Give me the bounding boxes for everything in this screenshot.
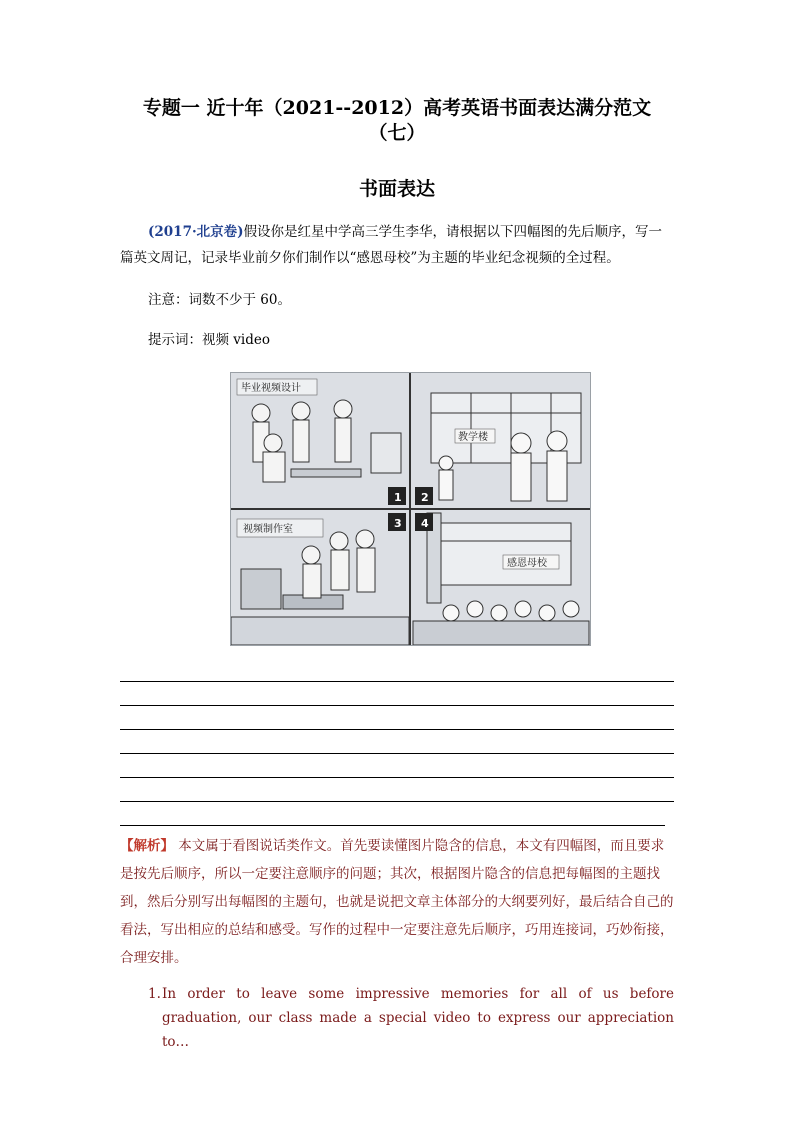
english-point-text: In order to leave some impressive memories for all of us before graduation, our class made a special video to express our appreciation to… xyxy=(162,986,674,1050)
english-point-number: 1. xyxy=(148,986,161,1002)
question-source: (2017·北京卷) xyxy=(148,224,244,240)
answer-line xyxy=(120,729,674,730)
answer-line xyxy=(120,681,674,682)
answer-line xyxy=(120,705,674,706)
illustration-drawing xyxy=(231,373,590,645)
panel-2-sign: 教学楼 xyxy=(458,432,488,443)
question-paragraph xyxy=(120,219,674,271)
answer-line xyxy=(120,777,674,778)
section-heading: 书面表达 xyxy=(358,178,435,200)
answer-line xyxy=(120,801,674,802)
panel-2-number: 2 xyxy=(421,491,429,504)
title-line-1: 专题一 近十年（2021--2012）高考英语书面表达满分范文 xyxy=(142,97,652,119)
panel-3-sign: 视频制作室 xyxy=(243,524,293,535)
panel-4-number: 4 xyxy=(421,517,429,530)
analysis-paragraph xyxy=(120,832,674,972)
english-point-item xyxy=(148,982,674,1054)
title-line-2: （七） xyxy=(368,122,426,144)
question-text: 假设你是红星中学高三学生李华，请根据以下四幅图的先后顺序，写一篇英文周记，记录毕业前夕你们制作以“感恩母校”为主题的毕业纪念视频的全过程。 xyxy=(120,224,663,266)
hint-words: 提示词：视频 video xyxy=(148,332,270,348)
panel-1-sign: 毕业视频设计 xyxy=(241,383,301,394)
document-title xyxy=(120,96,674,146)
four-panel-illustration xyxy=(230,372,591,646)
analysis-tag: 【解析】 xyxy=(120,838,174,854)
word-count-note: 注意：词数不少于 60。 xyxy=(148,292,291,308)
answer-line xyxy=(120,753,674,754)
panel-3-number: 3 xyxy=(394,517,402,530)
answer-lines xyxy=(120,681,674,849)
panel-1-number: 1 xyxy=(394,491,402,504)
panel-4-sign: 感恩母校 xyxy=(507,558,547,569)
analysis-text: 本文属于看图说话类作文。首先要读懂图片隐含的信息，本文有四幅图，而且要求是按先后顺序，所以一定要注意顺序的问题；其次，根据图片隐含的信息把每幅图的主题找到，然后分别写出每幅图的主题句，也就是说把文章主体部分的大纲要列好，最后结合自己的看法，写出相应的总结和感受。写作的过程中一定要注意先后顺序，巧用连接词，巧妙衔接，合理安排。 xyxy=(120,838,674,966)
answer-line xyxy=(120,825,665,826)
